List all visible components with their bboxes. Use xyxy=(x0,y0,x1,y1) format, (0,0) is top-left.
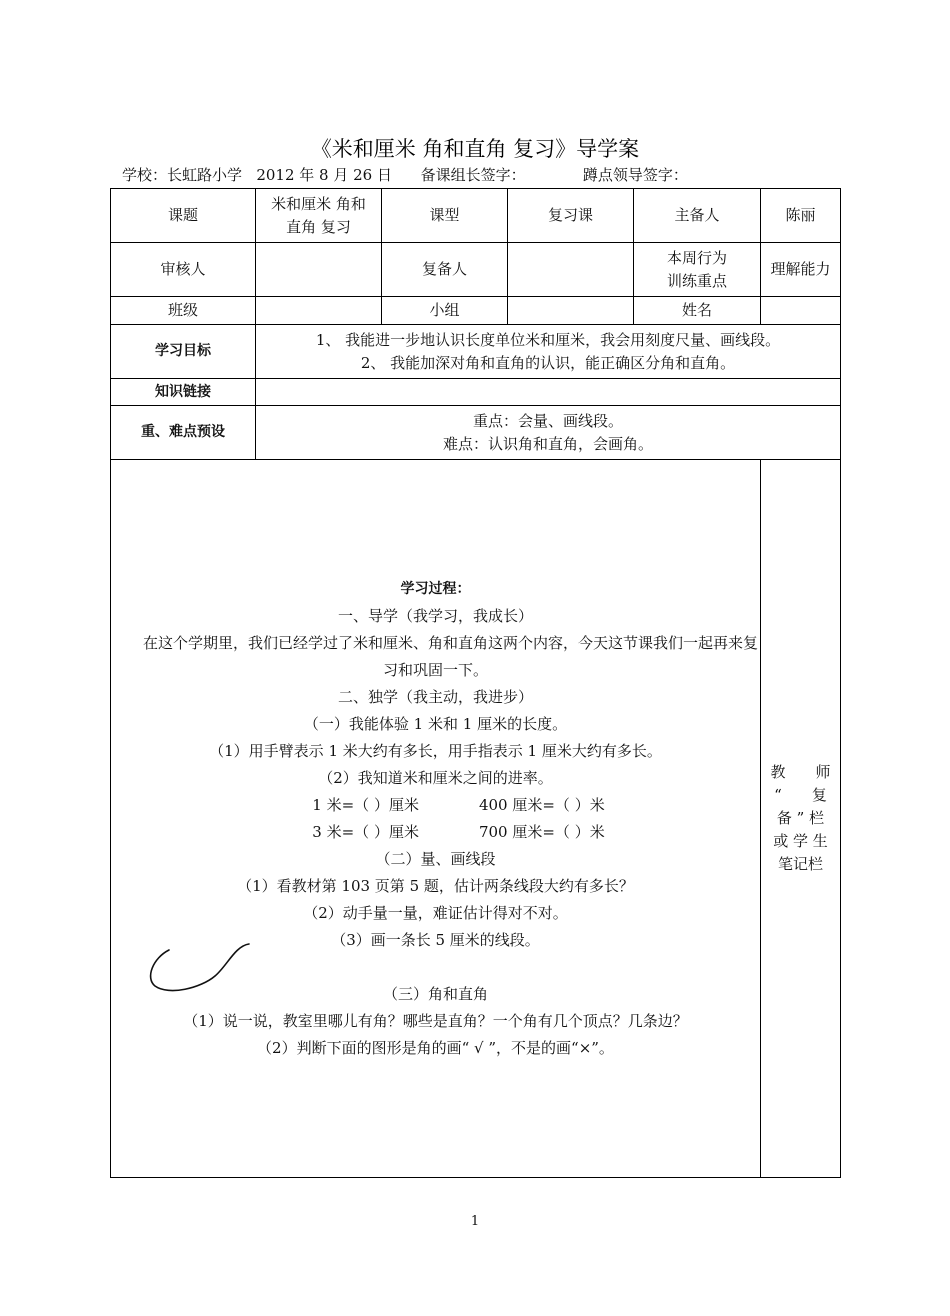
co-preparer-value xyxy=(508,243,634,297)
key-point: 重点：会量、画线段。 xyxy=(472,411,623,430)
notes-line: 笔记栏 xyxy=(777,855,823,873)
key-points-content xyxy=(256,406,841,460)
part1-title: （一）我能体验 1 米和 1 厘米的长度。 xyxy=(303,714,568,733)
goal-item: 1、 我能进一步地认识长度单位米和厘米，我会用刻度尺量、画线段。 xyxy=(315,330,781,349)
preparer-value: 陈丽 xyxy=(761,189,841,243)
conversion-row xyxy=(111,792,760,819)
leader-signature: 蹲点领导签字： xyxy=(582,166,688,184)
conversion-item: 700 厘米=（ ）米 xyxy=(478,822,605,841)
goals-content xyxy=(256,325,841,379)
table-row xyxy=(111,379,841,406)
table-row xyxy=(111,460,841,1178)
goals-label: 学习目标 xyxy=(111,325,256,379)
part2-title: （二）量、画线段 xyxy=(375,849,496,868)
knowledge-link-value xyxy=(256,379,841,406)
name-value xyxy=(761,297,841,325)
difficult-point: 难点：认识角和直角，会画角。 xyxy=(442,434,653,453)
preparer-label: 主备人 xyxy=(634,189,761,243)
name-label: 姓名 xyxy=(634,297,761,325)
table-row xyxy=(111,325,841,379)
table-row xyxy=(111,297,841,325)
part2-question: （1）看教材第 103 页第 5 题，估计两条线段大约有多长？ xyxy=(237,876,634,895)
reviewer-value xyxy=(256,243,382,297)
goal-item: 2、 我能加深对角和直角的认识，能正确区分角和直角。 xyxy=(360,353,736,372)
reviewer-label: 审核人 xyxy=(111,243,256,297)
conversion-item: 3 米=（ ）厘米 xyxy=(312,822,419,841)
class-label: 班级 xyxy=(111,297,256,325)
table-row xyxy=(111,406,841,460)
teacher-notes-column xyxy=(761,460,841,1178)
part2-question: （3）画一条长 5 厘米的线段。 xyxy=(331,930,540,949)
header-info xyxy=(122,164,688,185)
conversion-row xyxy=(111,819,760,846)
process-heading: 学习过程： xyxy=(400,580,471,597)
page-title: 《米和厘米 角和直角 复习》导学案 xyxy=(310,137,640,161)
topic-label: 课题 xyxy=(111,189,256,243)
notes-line: “ 复 xyxy=(774,786,827,804)
curve-figure xyxy=(143,936,253,996)
section-guided: 一、导学（我学习，我成长） xyxy=(337,606,533,625)
notes-line: 备 ” 栏 xyxy=(776,809,825,827)
part3-question: （2）判断下面的图形是角的画“ √ ”，不是的画“×”。 xyxy=(257,1038,614,1057)
part1-question: （1）用手臂表示 1 米大约有多长，用手指表示 1 厘米大约有多长。 xyxy=(209,741,662,760)
table-row xyxy=(111,243,841,297)
table-row xyxy=(111,189,841,243)
notes-line: 或 学 生 xyxy=(773,832,828,850)
notes-line: 教 师 xyxy=(770,763,831,781)
key-points-label: 重、难点预设 xyxy=(111,406,256,460)
group-label: 小组 xyxy=(382,297,508,325)
conversion-item: 400 厘米=（ ）米 xyxy=(478,795,605,814)
part3-title: （三）角和直角 xyxy=(382,984,488,1003)
training-focus-label: 本周行为训练重点 xyxy=(634,243,761,297)
date: 2012 年 8 月 26 日 xyxy=(256,166,392,184)
training-focus-value: 理解能力 xyxy=(761,243,841,297)
topic-value: 米和厘米 角和直角 复习 xyxy=(256,189,382,243)
intro-paragraph: 在这个学期里，我们已经学过了米和厘米、角和直角这两个内容，今天这节课我们一起再来复习和巩固一下。 xyxy=(142,633,758,679)
group-leader-signature: 备课组长签字： xyxy=(420,166,526,184)
co-preparer-label: 复备人 xyxy=(382,243,508,297)
group-value xyxy=(508,297,634,325)
type-label: 课型 xyxy=(382,189,508,243)
knowledge-link-label: 知识链接 xyxy=(111,379,256,406)
part2-question: （2）动手量一量，难证估计得对不对。 xyxy=(303,903,568,922)
learning-process xyxy=(111,460,761,1178)
part3-question: （1）说一说，教室里哪儿有角？哪些是直角？一个角有几个顶点？几条边？ xyxy=(183,1011,688,1030)
part1-question: （2）我知道米和厘米之间的进率。 xyxy=(318,768,553,787)
type-value: 复习课 xyxy=(508,189,634,243)
class-value xyxy=(256,297,382,325)
lesson-plan-table xyxy=(110,188,841,1178)
page-number: 1 xyxy=(470,1214,480,1229)
conversion-item: 1 米=（ ）厘米 xyxy=(312,795,419,814)
section-independent: 二、独学（我主动，我进步） xyxy=(337,687,533,706)
school-name: 学校：长虹路小学 xyxy=(122,166,243,184)
